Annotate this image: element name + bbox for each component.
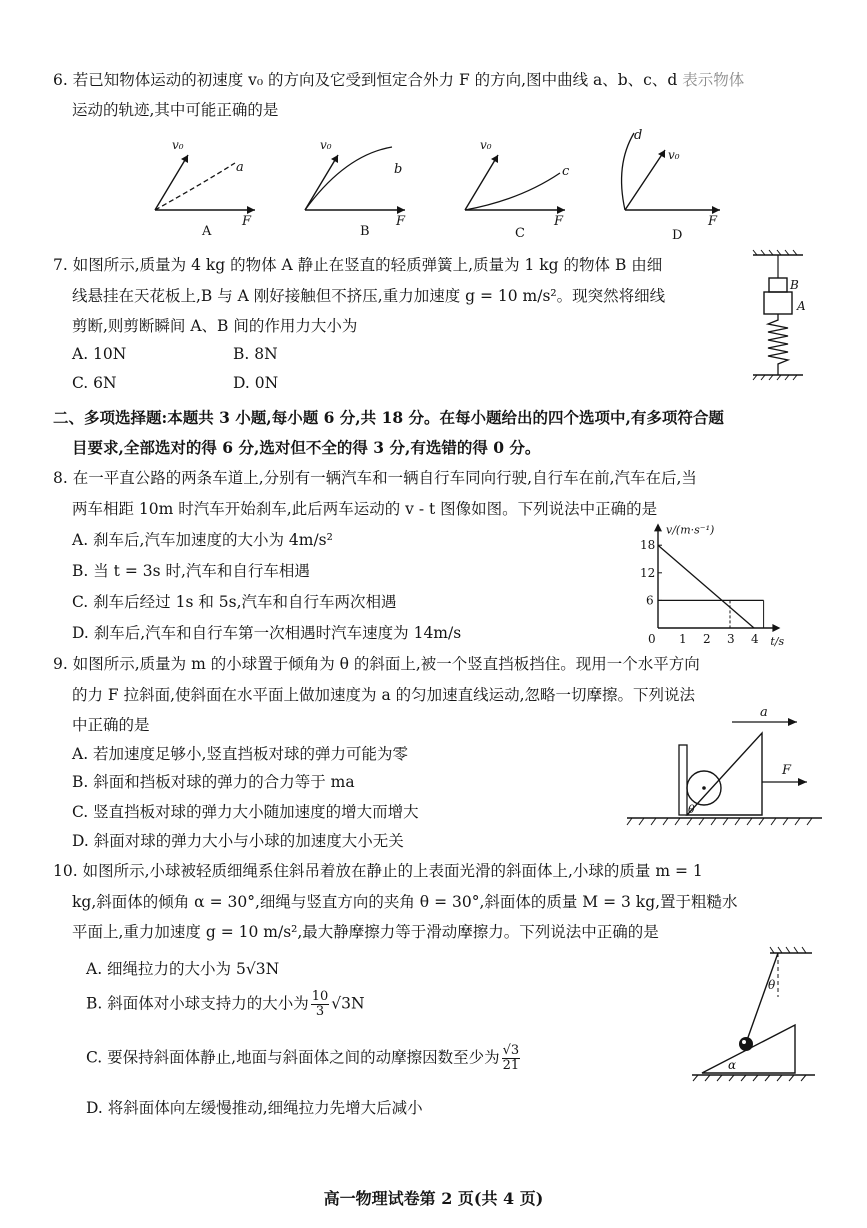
q9-stem-line1: 9. 如图所示,质量为 m 的小球置于倾角为 θ 的斜面上,被一个竖直挡板挡住。现用一个水平方向 <box>53 655 700 673</box>
q9-option-d[interactable]: D. 斜面对球的弹力大小与小球的加速度大小无关 <box>72 832 404 850</box>
q6-d-v0-label: v₀ <box>668 148 680 162</box>
series-car-line <box>658 545 754 628</box>
q10-option-b-fraction: $\frac{10}{3}$ <box>311 989 329 1019</box>
y-tick-label: 12 <box>640 565 656 580</box>
q9-stem-line2: 的力 F 拉斜面,使斜面在水平面上做加速度为 a 的匀加速直线运动,忽略一切摩擦。下列说法 <box>72 686 696 704</box>
page-footer: 高一物理试卷第 2 页(共 4 页) <box>323 1189 544 1208</box>
q10-option-d[interactable]: D. 将斜面体向左缓慢推动,细绳拉力先增大后减小 <box>86 1099 423 1117</box>
q7-option-a[interactable]: A. 10N <box>72 345 127 363</box>
q9-option-c[interactable]: C. 竖直挡板对球的弹力大小随加速度的增大而增大 <box>72 803 419 821</box>
q8-option-b[interactable]: B. 当 t = 3s 时,汽车和自行车相遇 <box>72 562 310 580</box>
q8-option-d[interactable]: D. 刹车后,汽车和自行车第一次相遇时汽车速度为 14m/s <box>72 624 462 642</box>
y-tick-label: 18 <box>640 538 656 553</box>
q6-fig-label-d: D <box>672 228 683 243</box>
q6-curve-d-label: d <box>634 128 643 143</box>
q7-spring-figure <box>745 250 815 390</box>
q6-stem-line2: 运动的轨迹,其中可能正确的是 <box>72 101 279 119</box>
q10-fig-label-alpha: α <box>728 1058 737 1072</box>
q7-stem-line2: 线悬挂在天花板上,B 与 A 刚好接触但不挤压,重力加速度 g = 10 m/s²。现突然将细线 <box>72 287 666 305</box>
q6-fig-label-b: B <box>360 224 370 239</box>
q6-curve-c-label: c <box>562 164 570 179</box>
q8-option-c[interactable]: C. 刹车后经过 1s 和 5s,汽车和自行车两次相遇 <box>72 593 397 611</box>
q9-option-a[interactable]: A. 若加速度足够小,竖直挡板对球的弹力可能为零 <box>72 745 408 763</box>
q6-curve-b-label: b <box>394 162 403 177</box>
q6-d-F-label: F <box>708 214 718 229</box>
q6-figure-d <box>622 128 720 243</box>
q10-option-c-fraction: $\frac{√3}{21}$ <box>502 1043 520 1073</box>
y-tick-label: 6 <box>646 593 654 608</box>
q9-fig-label-a: a <box>760 705 768 720</box>
q6-a-F-label: F <box>242 214 252 229</box>
q10-incline-figure <box>690 945 825 1085</box>
q10-fig-label-theta: θ <box>768 978 776 992</box>
q6-fig-label-a: A <box>202 224 212 239</box>
q6-figure-a <box>155 138 255 239</box>
q7-option-d[interactable]: D. 0N <box>233 374 279 392</box>
q9-incline-figure <box>622 700 827 830</box>
q8-stem-line2: 两车相距 10m 时汽车开始刹车,此后两车运动的 v - t 图像如图。下列说法中正确的是 <box>72 500 658 518</box>
q7-fig-label-a: A <box>797 299 806 313</box>
x-tick-label: 0 <box>648 632 656 646</box>
q6-b-v0-label: v₀ <box>320 138 332 152</box>
q9-stem-line3: 中正确的是 <box>72 716 150 734</box>
q9-fig-label-theta: θ <box>688 803 695 816</box>
q6-stem-faded-text: 表示物体 <box>682 71 745 89</box>
section2-header-line2: 目要求,全部选对的得 6 分,选对但不全的得 3 分,有选错的得 0 分。 <box>72 438 541 457</box>
x-tick-label: 3 <box>727 632 735 646</box>
q10-option-a[interactable]: A. 细绳拉力的大小为 5√3N <box>86 960 280 978</box>
section2-header-line1: 二、多项选择题:本题共 3 小题,每小题 6 分,共 18 分。在每小题给出的四个选项中,有多项符合题 <box>53 408 724 427</box>
x-tick-label: 1 <box>679 632 687 646</box>
y-axis-label: v/(m·s⁻¹) <box>666 523 715 537</box>
x-tick-label: 2 <box>703 632 711 646</box>
q6-c-v0-label: v₀ <box>480 138 492 152</box>
q7-option-b[interactable]: B. 8N <box>233 345 278 363</box>
q8-stem-line1: 8. 在一平直公路的两条车道上,分别有一辆汽车和一辆自行车同向行驶,自行车在前,汽车在后,当 <box>53 469 697 487</box>
q6-figures <box>150 125 750 245</box>
q8-option-a[interactable]: A. 刹车后,汽车加速度的大小为 4m/s² <box>72 531 333 549</box>
q6-a-v0-label: v₀ <box>172 138 184 152</box>
q6-c-F-label: F <box>554 214 564 229</box>
y-axis-arrow <box>654 523 662 531</box>
x-tick-label: 4 <box>751 632 759 646</box>
q10-option-c[interactable]: C. 要保持斜面体静止,地面与斜面体之间的动摩擦因数至少为 $\frac{√3}{21}$ <box>86 1043 520 1073</box>
q6-stem-line1: 6. 若已知物体运动的初速度 v₀ 的方向及它受到恒定合外力 F 的方向,图中曲线 a、b、c、d 表示物体 <box>53 71 745 89</box>
q7-option-c[interactable]: C. 6N <box>72 374 117 392</box>
q6-figure-c <box>465 138 570 241</box>
q9-fig-label-F: F <box>782 763 792 778</box>
q9-option-b[interactable]: B. 斜面和挡板对球的弹力的合力等于 ma <box>72 773 355 791</box>
x-axis-arrow <box>772 624 780 632</box>
q8-vt-chart <box>640 520 790 650</box>
q10-stem-line2: kg,斜面体的倾角 α = 30°,细绳与竖直方向的夹角 θ = 30°,斜面体的质量 M = 3 kg,置于粗糙水 <box>72 893 738 911</box>
q6-curve-a-label: a <box>236 160 244 175</box>
q6-figure-b <box>305 138 406 239</box>
q10-stem-line1: 10. 如图所示,小球被轻质细绳系住斜吊着放在静止的上表面光滑的斜面体上,小球的质量 m = 1 <box>53 862 703 880</box>
q6-b-F-label: F <box>396 214 406 229</box>
q7-fig-label-b: B <box>790 278 799 292</box>
q10-stem-line3: 平面上,重力加速度 g = 10 m/s²,最大静摩擦力等于滑动摩擦力。下列说法中正确的是 <box>72 923 659 941</box>
q10-option-b[interactable]: B. 斜面体对小球支持力的大小为 $\frac{10}{3}$ √3N <box>86 989 365 1019</box>
q7-stem-line3: 剪断,则剪断瞬间 A、B 间的作用力大小为 <box>72 317 358 335</box>
q7-stem-line1: 7. 如图所示,质量为 4 kg 的物体 A 静止在竖直的轻质弹簧上,质量为 1 kg 的物体 B 由细 <box>53 256 663 274</box>
q6-fig-label-c: C <box>515 226 525 241</box>
x-axis-label: t/s <box>770 635 785 648</box>
